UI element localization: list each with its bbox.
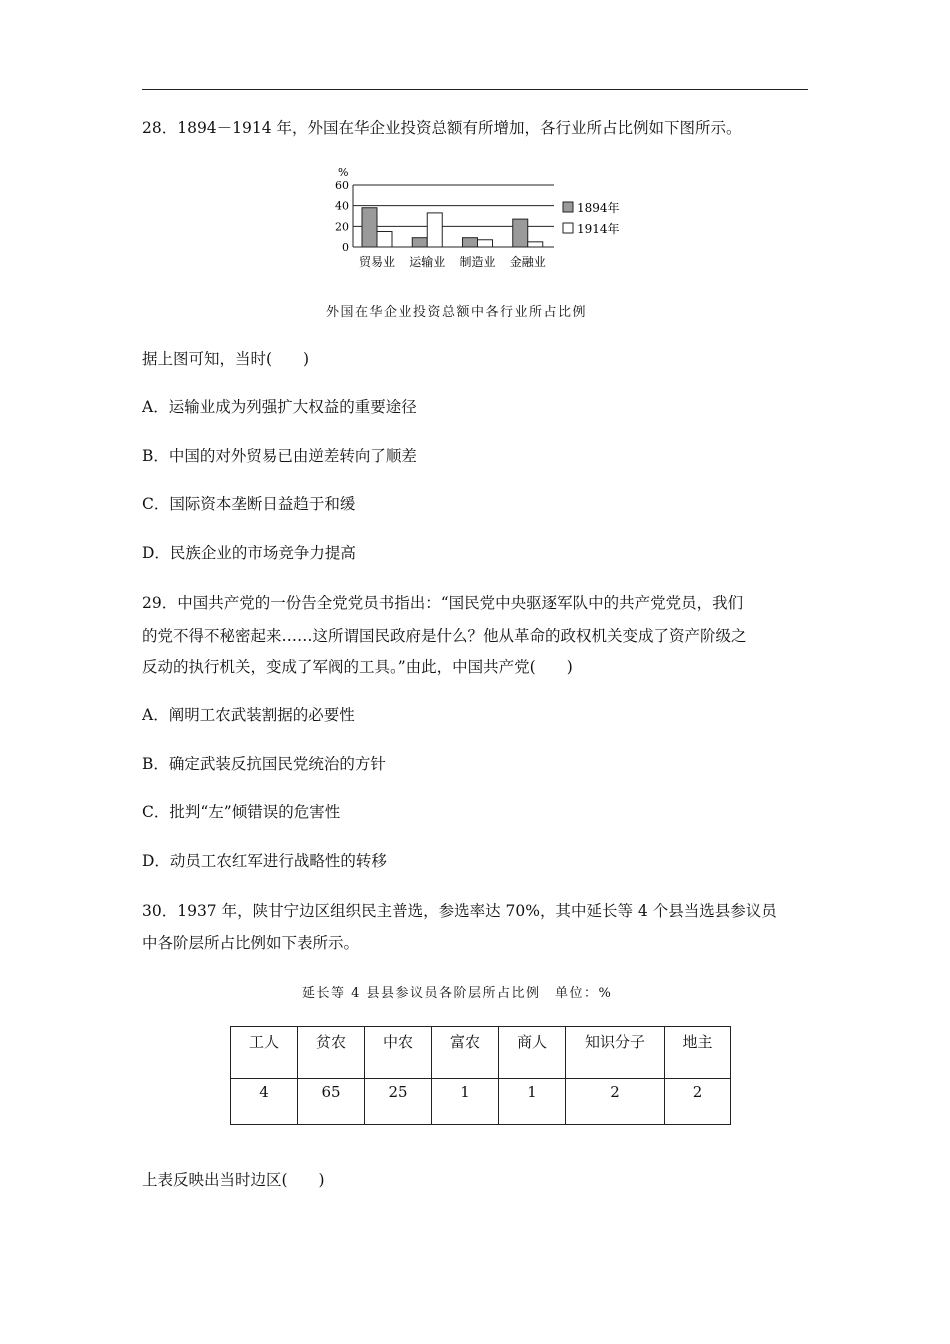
table-header-cell: 知识分子 (566, 1027, 665, 1079)
table-cell: 65 (298, 1079, 365, 1125)
q28-option-c[interactable]: C．国际资本垄断日益趋于和缓 (142, 495, 356, 513)
q28-stem: 28．1894－1914 年，外国在华企业投资总额有所增加，各行业所占比例如下图所示。 (142, 119, 742, 137)
bar-1914 (528, 242, 543, 247)
strata-table (230, 1026, 731, 1125)
y-tick-label: 40 (335, 199, 349, 213)
table-cell: 2 (566, 1079, 665, 1125)
table-cell: 4 (231, 1079, 298, 1125)
table-cell: 2 (665, 1079, 731, 1125)
q28-prompt: 据上图可知，当时( ) (142, 350, 310, 368)
q28-chart-caption: 外国在华企业投资总额中各行业所占比例 (326, 305, 588, 320)
legend-swatch (563, 223, 573, 233)
x-category-label: 制造业 (459, 255, 496, 269)
q29-option-d[interactable]: D．动员工农红军进行战略性的转移 (142, 852, 387, 870)
q30-prompt: 上表反映出当时边区( ) (142, 1171, 325, 1189)
q29-option-a[interactable]: A．阐明工农武装割据的必要性 (142, 706, 355, 724)
legend-swatch (563, 202, 573, 212)
y-tick-label: 20 (335, 220, 349, 234)
x-category-label: 运输业 (409, 255, 446, 269)
table-header-row (231, 1027, 731, 1079)
bar-1914 (478, 240, 493, 247)
q30-table-caption: 延长等 4 县县参议员各阶层所占比例 单位：% (302, 986, 613, 1001)
q28-option-b[interactable]: B．中国的对外贸易已由逆差转向了顺差 (142, 447, 417, 465)
table-header-cell: 贫农 (298, 1027, 365, 1079)
q30-stem-line-1: 30．1937 年，陕甘宁边区组织民主普选，参选率达 70%，其中延长等 4 个县当选县参议员 (142, 902, 777, 920)
y-tick-label: 0 (342, 241, 349, 254)
table-cell: 25 (365, 1079, 432, 1125)
legend-label: 1894年 (577, 201, 620, 215)
q29-stem-line-2: 的党不得不秘密起来……这所谓国民政府是什么？他从革命的政权机关变成了资产阶级之 (142, 627, 747, 645)
q29-stem-line-1: 29．中国共产党的一份告全党党员书指出：“国民党中央驱逐军队中的共产党党员，我们 (142, 594, 744, 612)
q28-option-d[interactable]: D．民族企业的市场竞争力提高 (142, 544, 356, 562)
table-row (231, 1079, 731, 1125)
q30-stem-line-2: 中各阶层所占比例如下表所示。 (142, 934, 360, 952)
table-header-cell: 工人 (231, 1027, 298, 1079)
legend-label: 1914年 (577, 222, 620, 236)
y-axis-unit-label: % (338, 166, 349, 179)
bar-1914 (377, 232, 392, 248)
q29-option-b[interactable]: B．确定武装反抗国民党统治的方针 (142, 755, 386, 773)
table-header-cell: 商人 (499, 1027, 566, 1079)
x-category-label: 金融业 (509, 255, 546, 269)
table-cell: 1 (432, 1079, 499, 1125)
table-header-cell: 富农 (432, 1027, 499, 1079)
q29-stem-line-3: 反动的执行机关，变成了军阀的工具。”由此，中国共产党( ) (142, 658, 573, 676)
table-cell: 1 (499, 1079, 566, 1125)
bar-1914 (427, 213, 442, 247)
bar-1894 (412, 238, 427, 247)
bar-1894 (362, 208, 377, 247)
q28-option-a[interactable]: A．运输业成为列强扩大权益的重要途径 (142, 398, 417, 416)
industry-share-bar-chart (320, 160, 640, 275)
table-header-cell: 地主 (665, 1027, 731, 1079)
x-category-label: 贸易业 (358, 255, 396, 269)
table-header-cell: 中农 (365, 1027, 432, 1079)
bar-1894 (513, 219, 528, 247)
q29-option-c[interactable]: C．批判“左”倾错误的危害性 (142, 803, 341, 821)
header-rule (142, 89, 808, 90)
bar-1894 (463, 238, 478, 247)
y-tick-label: 60 (335, 179, 349, 192)
